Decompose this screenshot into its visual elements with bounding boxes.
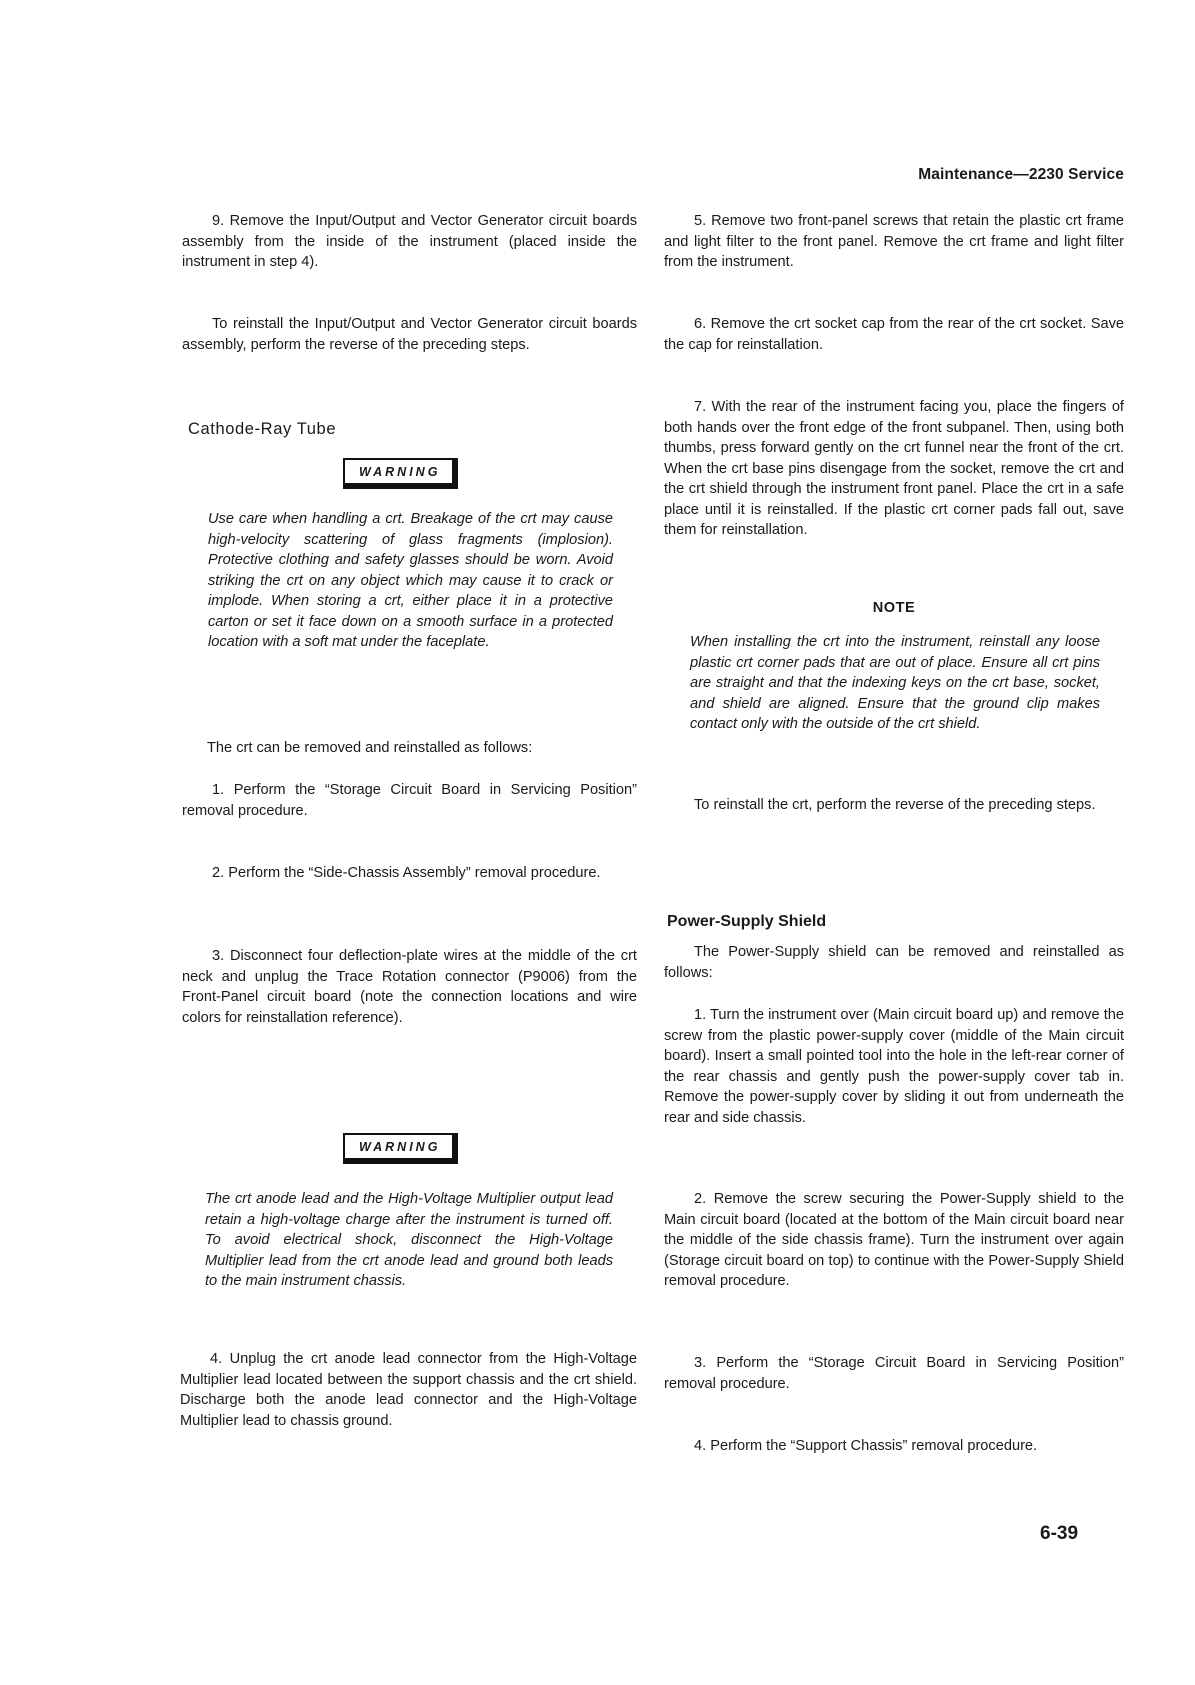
reinstall-io-paragraph: To reinstall the Input/Output and Vector Generator circuit boards assembly, perform the reverse of the preceding steps.	[182, 316, 637, 353]
warning-badge-1	[343, 458, 458, 485]
ps-intro: The Power-Supply shield can be removed and reinstalled as follows:	[664, 944, 1124, 981]
warning-label-2: WARNING	[343, 1133, 458, 1160]
ps-step-3: 3. Perform the “Storage Circuit Board in Servicing Position” removal procedure.	[664, 1355, 1124, 1392]
page-number: 6-39	[1040, 1523, 1079, 1544]
warning-text-2: The crt anode lead and the High-Voltage Multiplier output lead retain a high-voltage charge after the instrument is turned off. To avoid electrical shock, disconnect the High-Voltage Multiplier lead from the crt anode lead and ground both leads to the main instrument chassis.	[205, 1191, 613, 1289]
warning-text-1: Use care when handling a crt. Breakage of the crt may cause high-velocity scattering of glass fragments (implosion). Protective clothing and safety glasses should be worn. Avoid striking the crt on any object which may cause it to crack or implode. When storing a crt, either place it in a protective carton or set it face down on a smooth surface in a protected location with a soft mat under the faceplate.	[208, 511, 613, 650]
step-9: 9. Remove the Input/Output and Vector Generator circuit boards assembly from the inside of the instrument (placed inside the instrument in step 4).	[182, 213, 637, 270]
note-heading: NOTE	[872, 600, 916, 616]
crt-step-7: 7. With the rear of the instrument facing you, place the fingers of both hands over the front edge of the front subpanel. Then, using both thumbs, press forward gently on the crt funnel near the front of the crt. When the crt base pins disengage from the socket, remove the crt and the crt shield through the instrument front panel. Place the crt in a safe place until it is reinstalled. If the plastic crt corner pads fall out, save them for reinstallation.	[664, 399, 1124, 538]
running-header: Maintenance—2230 Service	[918, 166, 1124, 183]
warning-badge-2	[343, 1133, 458, 1160]
crt-step-3: 3. Disconnect four deflection-plate wires at the middle of the crt neck and unplug the Trace Rotation connector (P9006) from the Front-Panel circuit board (note the connection locations and wire colors for reinstallation reference).	[182, 948, 637, 1026]
crt-step-2: 2. Perform the “Side-Chassis Assembly” removal procedure.	[212, 865, 601, 881]
section-heading-crt: Cathode-Ray Tube	[188, 420, 337, 438]
crt-step-1: 1. Perform the “Storage Circuit Board in Servicing Position” removal procedure.	[182, 782, 637, 819]
crt-step-6: 6. Remove the crt socket cap from the rear of the crt socket. Save the cap for reinstallation.	[664, 316, 1124, 353]
crt-step-4: 4. Unplug the crt anode lead connector from the High-Voltage Multiplier lead located between the support chassis and the crt shield. Discharge both the anode lead connector and the High-Voltage Multiplier lead to chassis ground.	[180, 1351, 637, 1429]
section-heading-power-supply-shield: Power-Supply Shield	[667, 913, 827, 930]
ps-step-2: 2. Remove the screw securing the Power-Supply shield to the Main circuit board (located at the bottom of the Main circuit board near the middle of the side chassis frame). Turn the instrument over again (Storage circuit board on top) to continue with the Power-Supply Shield removal procedure.	[664, 1191, 1124, 1289]
reinstall-crt-paragraph: To reinstall the crt, perform the reverse of the preceding steps.	[694, 797, 1096, 813]
crt-intro: The crt can be removed and reinstalled as follows:	[207, 740, 533, 756]
ps-step-1: 1. Turn the instrument over (Main circuit board up) and remove the screw from the plastic power-supply cover (middle of the Main circuit board). Insert a small pointed tool into the hole in the left-rear corner of the rear chassis and gently push the power-supply cover tab in. Remove the power-supply cover by sliding it out from underneath the rear and side chassis.	[664, 1007, 1124, 1126]
warning-label-1: WARNING	[343, 458, 458, 485]
crt-step-5: 5. Remove two front-panel screws that retain the plastic crt frame and light filter to the front panel. Remove the crt frame and light filter from the instrument.	[664, 213, 1124, 270]
ps-step-4: 4. Perform the “Support Chassis” removal procedure.	[694, 1438, 1038, 1454]
note-text: When installing the crt into the instrument, reinstall any loose plastic crt corner pads that are out of place. Ensure all crt pins are straight and that the indexing keys on the crt base, socket, and shield are aligned. Ensure that the ground clip makes contact only with the outside of the crt shield.	[690, 634, 1100, 732]
